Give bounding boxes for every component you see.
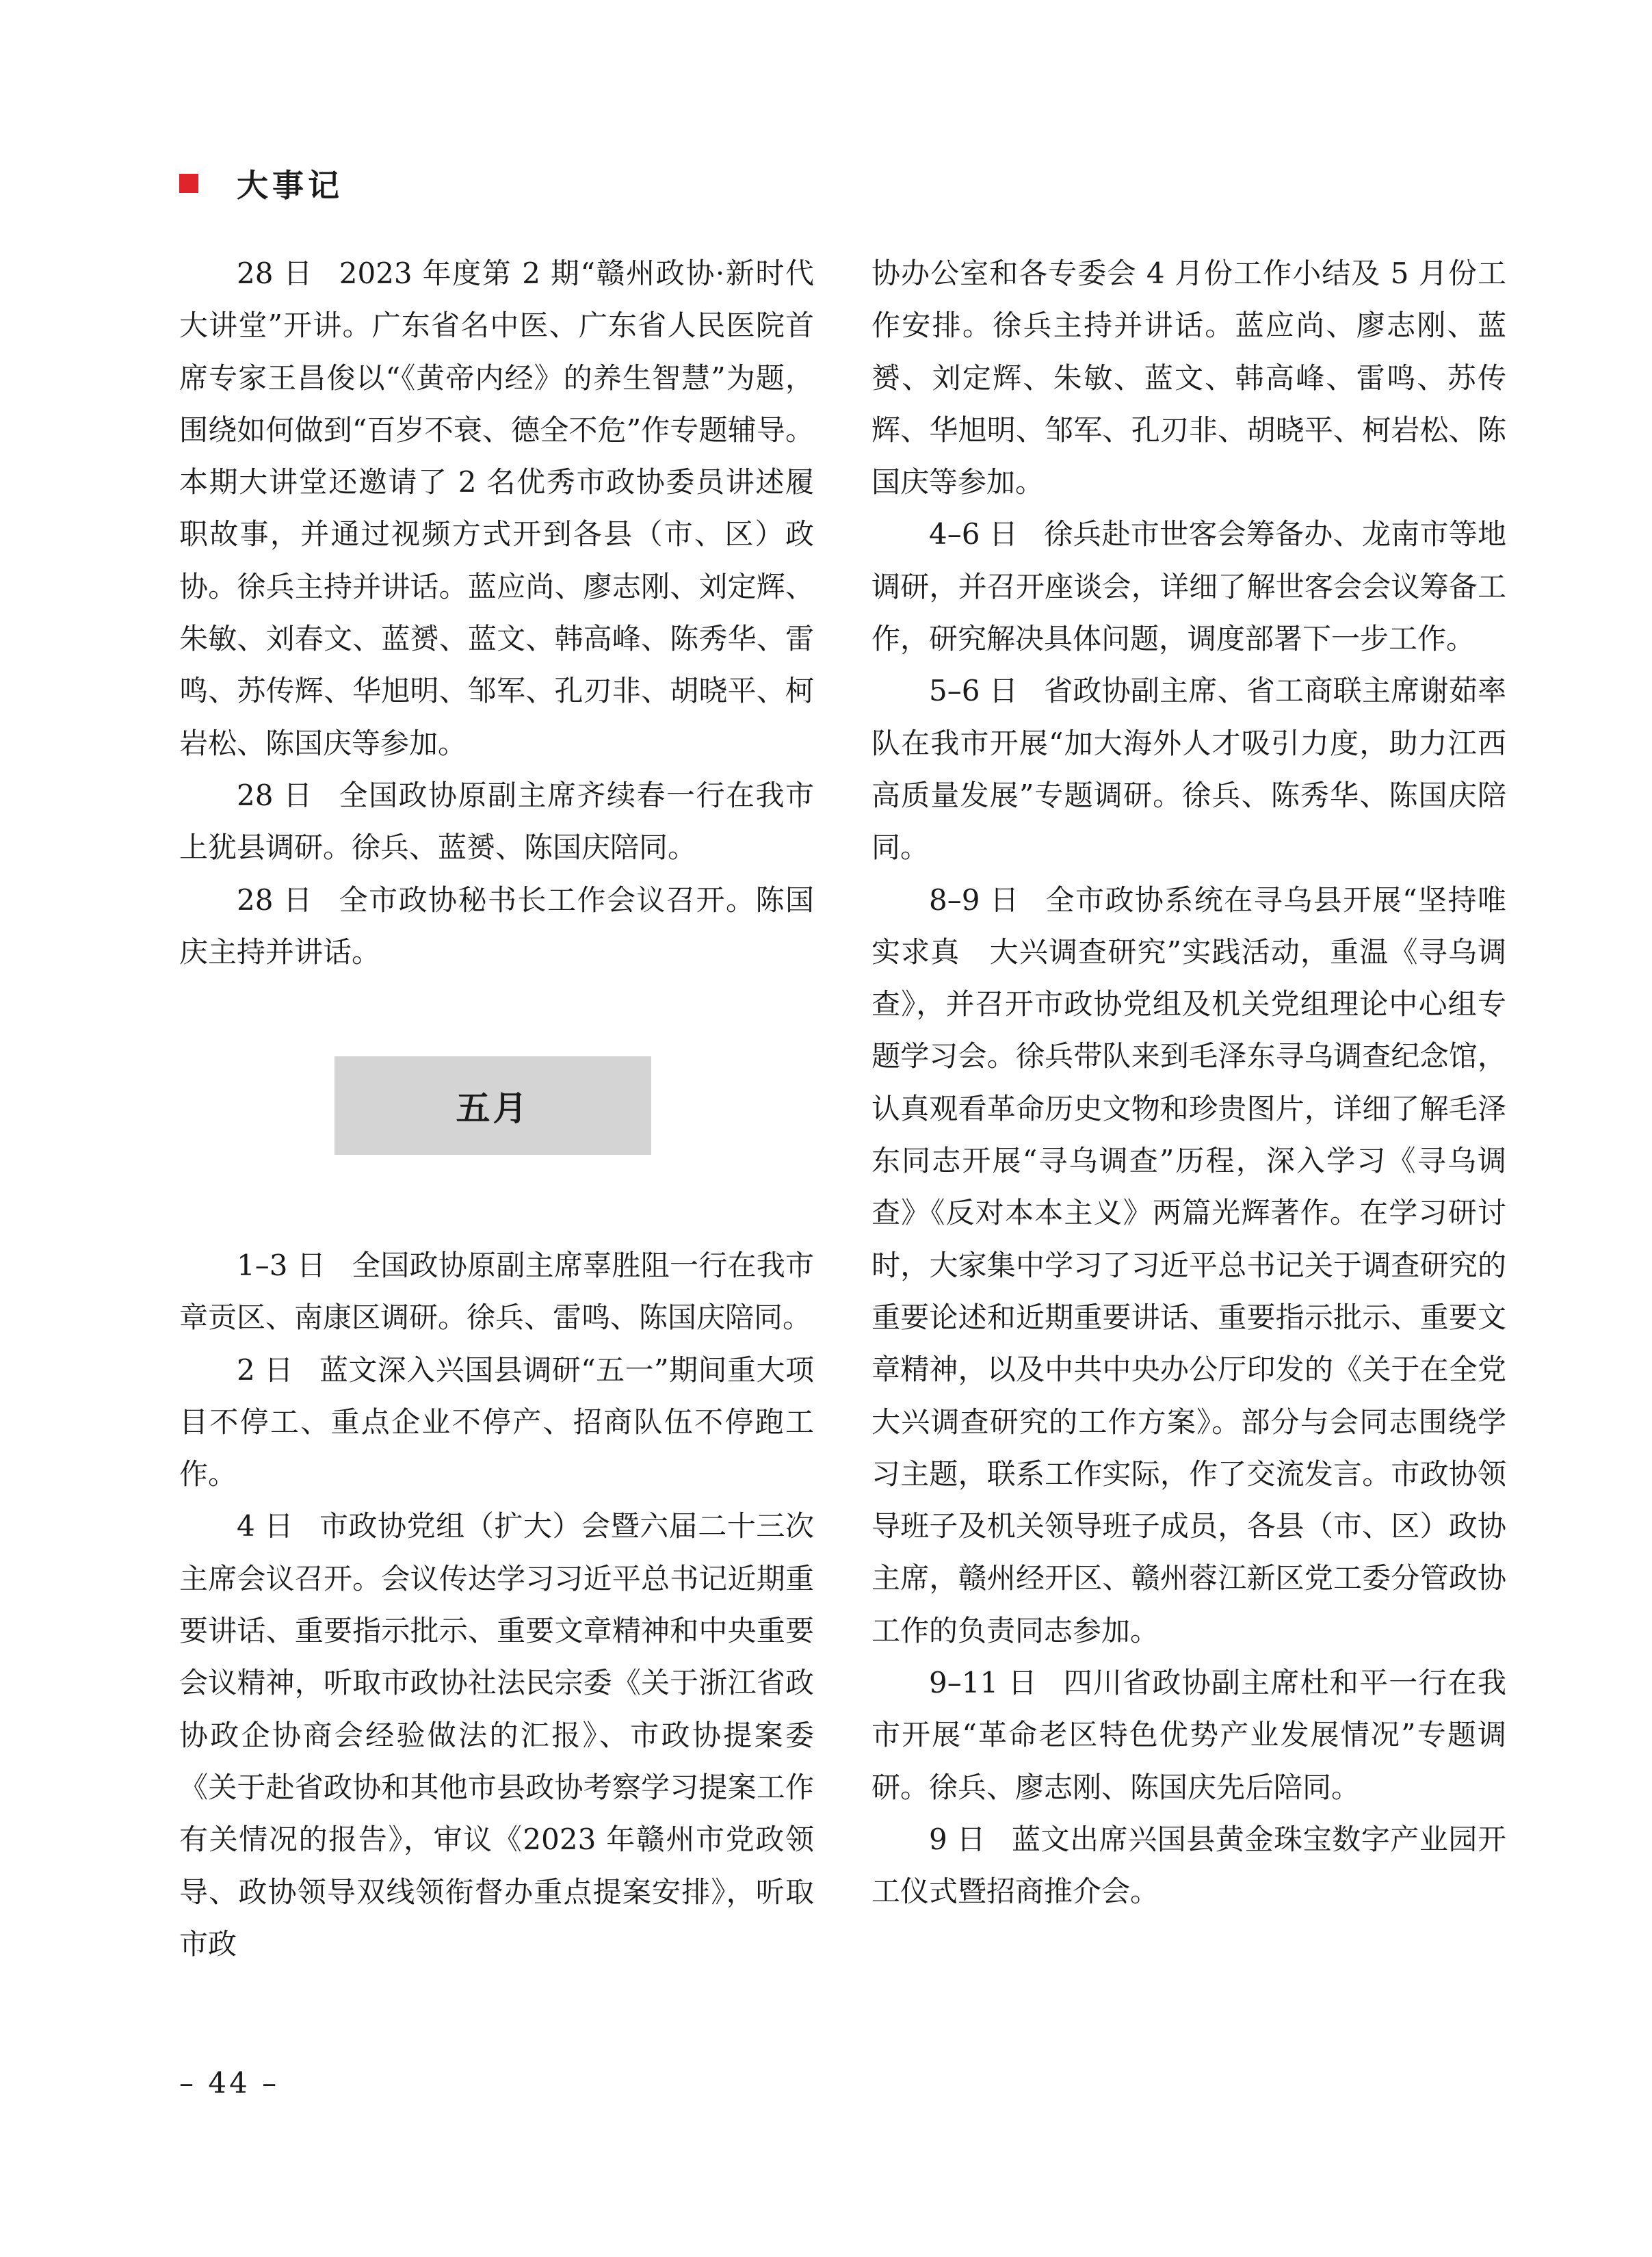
event-continuation: 协办公室和各专委会 4 月份工作小结及 5 月份工作安排。徐兵主持并讲话。蓝应尚、廖志刚、蓝赟、刘定辉、朱敏、蓝文、韩高峰、雷鸣、苏传辉、华旭明、邹军、孔刃非、胡晓平、柯岩松、陈国庆等参加。 xyxy=(871,257,1506,499)
event-text: 蓝文出席兴国县黄金珠宝数字产业园开工仪式暨招商推介会。 xyxy=(871,1822,1506,1909)
event-text: 全市政协秘书长工作会议召开。陈国庆主持并讲话。 xyxy=(179,883,814,969)
event-text: 市政协党组（扩大）会暨六届二十三次主席会议召开。会议传达学习习近平总书记近期重要讲话、重要指示批示、重要文章精神和中央重要会议精神，听取市政协社法民宗委《关于浙江省政协政企协商会经验做法的汇报》、市政协提案委《关于赴省政协和其他市县政协考察学习提案工作有关情况的报告》，审议《2023 年赣州市党政领导、政协领导双线领衔督办重点提案安排》，听取市政 xyxy=(179,1509,814,1961)
event-date: 28 日 xyxy=(237,257,313,290)
event-entry xyxy=(871,1814,1506,1918)
event-date: 9 日 xyxy=(929,1822,986,1856)
event-date: 1–3 日 xyxy=(237,1249,326,1282)
event-date: 4 日 xyxy=(237,1509,294,1543)
event-date: 28 日 xyxy=(237,883,313,917)
event-entry xyxy=(179,770,814,874)
event-text: 全市政协系统在寻乌县开展“坚持唯实求真 大兴调查研究”实践活动，重温《寻乌调查》，并召开市政协党组及机关党组理论中心组专题学习会。徐兵带队来到毛泽东寻乌调查纪念馆，认真观看革命历史文物和珍贵图片，详细了解毛泽东同志开展“寻乌调查”历程，深入学习《寻乌调查》《反对本本主义》两篇光辉著作。在学习研讨时，大家集中学习了习近平总书记关于调查研究的重要论述和近期重要讲话、重要指示批示、重要文章精神，以及中共中央办公厅印发的《关于在全党大兴调查研究的工作方案》。部分与会同志围绕学习主题，联系工作实际，作了交流发言。市政协领导班子及机关领导班子成员，各县（市、区）政协主席，赣州经开区、赣州蓉江新区党工委分管政协工作的负责同志参加。 xyxy=(871,883,1506,1647)
event-entry xyxy=(871,874,1506,1657)
event-entry xyxy=(871,665,1506,874)
event-entry xyxy=(179,1344,814,1501)
event-entry xyxy=(179,1500,814,1970)
event-date: 28 日 xyxy=(237,778,313,812)
page-number: – 44 – xyxy=(179,2066,280,2100)
event-date: 8–9 日 xyxy=(929,883,1020,917)
event-entry xyxy=(179,1240,814,1344)
event-date: 5–6 日 xyxy=(929,674,1019,708)
event-text: 全国政协原副主席齐续春一行在我市上犹县调研。徐兵、蓝赟、陈国庆陪同。 xyxy=(179,778,814,865)
section-header xyxy=(179,163,343,204)
event-text: 省政协副主席、省工商联主席谢茹率队在我市开展“加大海外人才吸引力度，助力江西高质量发展”专题调研。徐兵、陈秀华、陈国庆陪同。 xyxy=(871,674,1506,865)
month-heading: 五月 xyxy=(456,1088,530,1128)
event-entry xyxy=(179,874,814,979)
red-square-icon xyxy=(179,174,198,193)
event-date: 9–11 日 xyxy=(929,1666,1038,1700)
event-entry xyxy=(871,1657,1506,1814)
event-text: 四川省政协副主席杜和平一行在我市开展“革命老区特色优势产业发展情况”专题调研。徐兵、廖志刚、陈国庆先后陪同。 xyxy=(871,1666,1506,1804)
event-text: 2023 年度第 2 期“赣州政协·新时代大讲堂”开讲。广东省名中医、广东省人民医院首席专家王昌俊以“《黄帝内经》的养生智慧”为题，围绕如何做到“百岁不衰、德全不危”作专题辅导。本期大讲堂还邀请了 2 名优秀市政协委员讲述履职故事，并通过视频方式开到各县（市、区）政协。徐兵主持并讲话。蓝应尚、廖志刚、刘定辉、朱敏、刘春文、蓝赟、蓝文、韩高峰、陈秀华、雷鸣、苏传辉、华旭明、邹军、孔刃非、胡晓平、柯岩松、陈国庆等参加。 xyxy=(179,257,815,760)
left-column-top xyxy=(179,248,814,978)
event-entry xyxy=(179,248,814,770)
month-heading-box xyxy=(335,1056,651,1155)
event-text: 蓝文深入兴国县调研“五一”期间重大项目不停工、重点企业不停产、招商队伍不停跑工作。 xyxy=(179,1353,814,1491)
event-text: 全国政协原副主席辜胜阻一行在我市章贡区、南康区调研。徐兵、雷鸣、陈国庆陪同。 xyxy=(179,1249,814,1335)
event-date: 2 日 xyxy=(237,1353,294,1387)
event-date: 4–6 日 xyxy=(929,517,1019,551)
event-text: 徐兵赴市世客会筹备办、龙南市等地调研，并召开座谈会，详细了解世客会会议筹备工作，研究解决具体问题，调度部署下一步工作。 xyxy=(871,517,1506,656)
event-entry xyxy=(871,508,1506,665)
section-title: 大事记 xyxy=(237,167,343,204)
left-column-bottom xyxy=(179,1240,814,1970)
right-column xyxy=(871,248,1506,1918)
